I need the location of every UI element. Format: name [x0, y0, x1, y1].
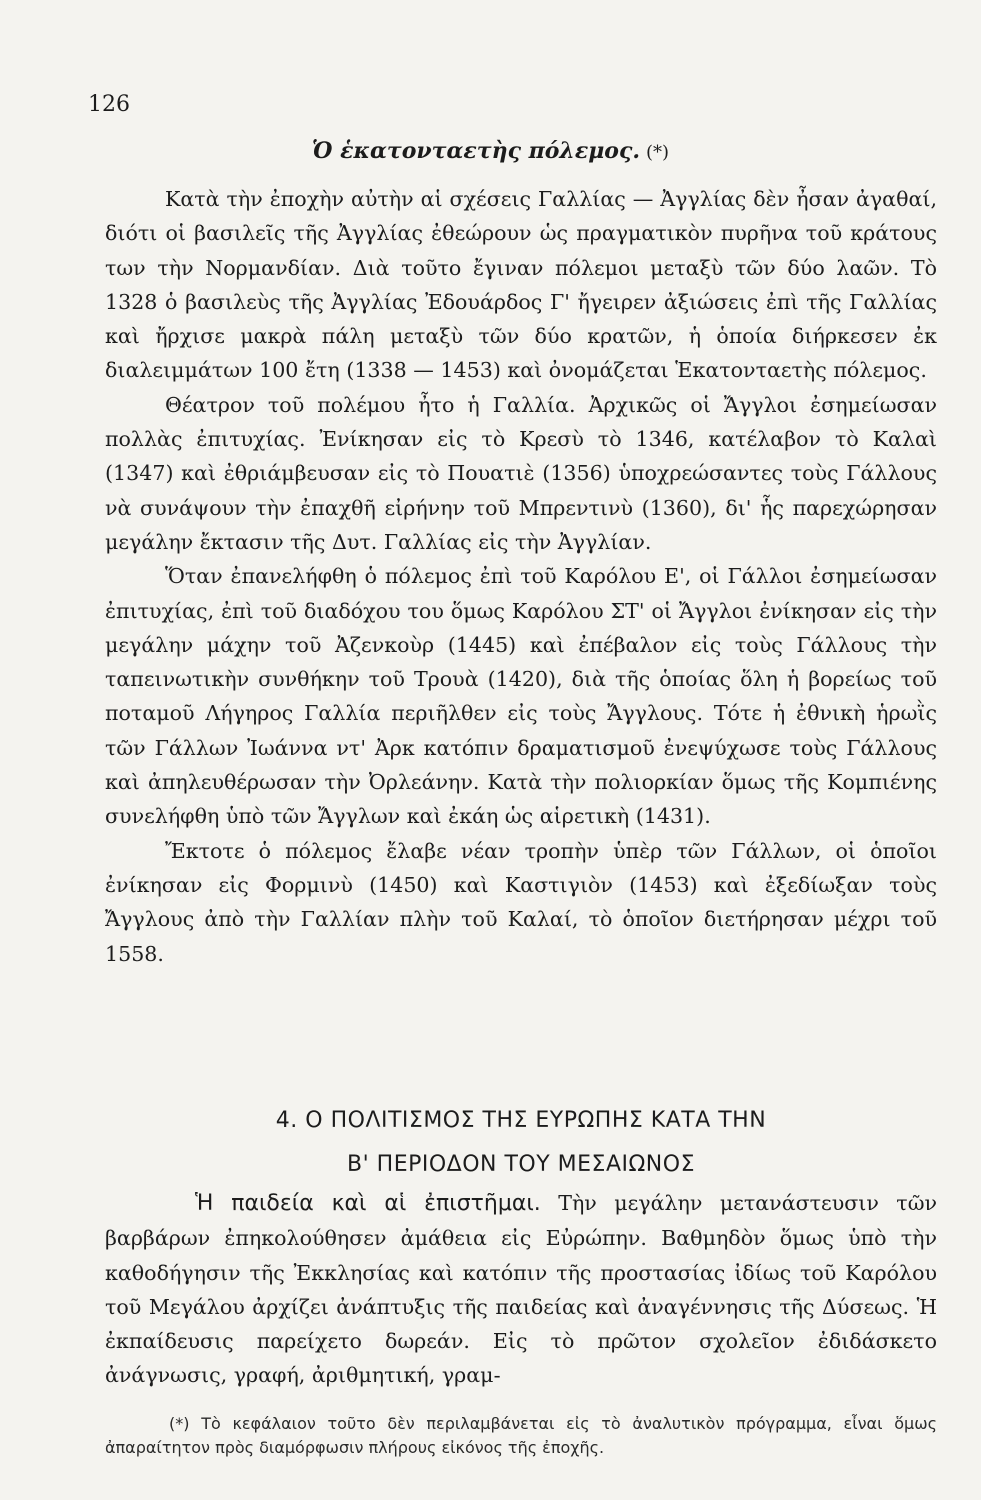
- subsection-heading: Ἡ παιδεία καὶ αἱ ἐπιστῆμαι.: [195, 1191, 541, 1216]
- subsection-text: Τὴν μεγάλην μετανάστευσιν τῶν βαρβάρων ἐπηκολούθησεν ἀμάθεια εἰς Εὐρώπην. Βαθμηδὸν ὅμως ὑπὸ τὴν καθοδήγησιν τῆς Ἐκκλησίας καὶ κατόπιν τῆς προστασίας ἰδίως τοῦ Καρόλου τοῦ Μεγάλου ἀρχίζει ἀνάπτυξις τῆς παιδείας καὶ ἀναγέννησις τῆς Δύσεως. Ἡ ἐκπαίδευσις παρείχετο δωρεάν. Εἰς τὸ πρῶτον σχολεῖον ἐδιδάσκετο ἀνάγνωσις, γραφή, ἀριθμητική, γραμ-: [105, 1191, 938, 1388]
- paragraph: Ἔκτοτε ὁ πόλεμος ἔλαβε νέαν τροπὴν ὑπὲρ τῶν Γάλλων, οἱ ὁποῖοι ἐνίκησαν εἰς Φορμινὺ (1450) καὶ Καστιγιὸν (1453) καὶ ἐξεδίωξαν τοὺς Ἄγγλους ἀπὸ τὴν Γαλλίαν πλὴν τοῦ Καλαί, τὸ ὁποῖον διετήρησαν μέχρι τοῦ 1558.: [105, 838, 937, 966]
- paragraph: Κατὰ τὴν ἐποχὴν αὐτὴν αἱ σχέσεις Γαλλίας — Ἀγγλίας δὲν ἦσαν ἀγαθαί, διότι οἱ βασιλεῖς τῆς Ἀγγλίας ἐθεώρουν ὡς πραγματικὸν πυρῆνα τοῦ κράτους των τὴν Νορμανδίαν. Διὰ τοῦτο ἔγιναν πόλεμοι μεταξὺ τῶν δύο λαῶν. Τὸ 1328 ὁ βασιλεὺς τῆς Ἀγγλίας Ἐδουάρδος Γ' ἤγειρεν ἀξιώσεις ἐπὶ τῆς Γαλλίας καὶ ἤρχισε μακρὰ πάλη μεταξὺ τῶν δύο κρατῶν, ἡ ὁποία διήρκεσεν ἐκ διαλειμμάτων 100 ἔτη (1338 — 1453) καὶ ὀνομάζεται Ἑκατονταετὴς πόλεμος.: [105, 187, 937, 383]
- paragraph: Θέατρον τοῦ πολέμου ἦτο ἡ Γαλλία. Ἀρχικῶς οἱ Ἄγγλοι ἐσημείωσαν πολλὰς ἐπιτυχίας. Ἐνίκησαν εἰς τὸ Κρεσὺ τὸ 1346, κατέλαβον τὸ Καλαὶ (1347) καὶ ἐθριάμβευσαν εἰς τὸ Πουατιὲ (1356) ὑποχρεώσαντες τοὺς Γάλλους νὰ συνάψουν τὴν ἐπαχθῆ εἰρήνην τοῦ Μπρεντινὺ (1360), δι' ἧς παρεχώρησαν μεγάλην ἔκτασιν τῆς Δυτ. Γαλλίας εἰς τὴν Ἀγγλίαν.: [105, 392, 937, 554]
- footnote-divider: [105, 1406, 155, 1407]
- footnote-text: (*) Τὸ κεφάλαιον τοῦτο δὲν περιλαμβάνεται εἰς τὸ ἀναλυτικὸν πρόγραμμα, εἶναι ὅμως ἀπαραίτητον πρὸς διαμόρφωσιν πλήρους εἰκόνος τῆς ἐποχῆς.: [105, 1414, 937, 1457]
- section-title-text: Ὁ ἑκατονταετὴς πόλεμος.: [311, 138, 641, 164]
- section-title: [0, 138, 981, 164]
- section-body: [105, 182, 937, 971]
- paragraph: Ὅταν ἐπανελήφθη ὁ πόλεμος ἐπὶ τοῦ Καρόλου Ε', οἱ Γάλλοι ἐσημείωσαν ἐπιτυχίας, ἐπὶ τοῦ διαδόχου του ὅμως Καρόλου ΣΤ' οἱ Ἄγγλοι ἐνίκησαν εἰς τὴν μεγάλην μάχην τοῦ Ἀζενκοὺρ (1445) καὶ ἐπέβαλον εἰς τοὺς Γάλλους τὴν ταπεινωτικὴν συνθήκην τοῦ Τρουὰ (1420), διὰ τῆς ὁποίας ὅλη ἡ βορείως τοῦ ποταμοῦ Λήγηρος Γαλλία περιῆλθεν εἰς τοὺς Ἄγγλους. Τότε ἡ ἐθνικὴ ἡρωῒς τῶν Γάλλων Ἰωάννα ντ' Ἀρκ κατόπιν δραματισμοῦ ἐνεψύχωσε τοὺς Γάλλους καὶ ἀπηλευθέρωσαν τὴν Ὀρλεάνην. Κατὰ τὴν πολιορκίαν ὅμως τῆς Κομπιένης συνελήφθη ὑπὸ τῶν Ἄγγλων καὶ ἐκάη ὡς αἱρετικὴ (1431).: [105, 564, 937, 829]
- subsection-paragraph: [105, 1186, 937, 1393]
- footnote: [105, 1412, 937, 1460]
- page-number: 126: [88, 92, 130, 117]
- chapter-heading-line-2: Β' ΠΕΡΙΟΔΟΝ ΤΟΥ ΜΕΣΑΙΩΝΟΣ: [347, 1152, 695, 1177]
- chapter-heading-line-1: 4. Ο ΠΟΛΙΤΙΣΜΟΣ ΤΗΣ ΕΥΡΩΠΗΣ ΚΑΤΑ ΤΗΝ: [275, 1108, 767, 1133]
- footnote-reference: (*): [646, 142, 670, 163]
- subsection-body: [105, 1186, 937, 1393]
